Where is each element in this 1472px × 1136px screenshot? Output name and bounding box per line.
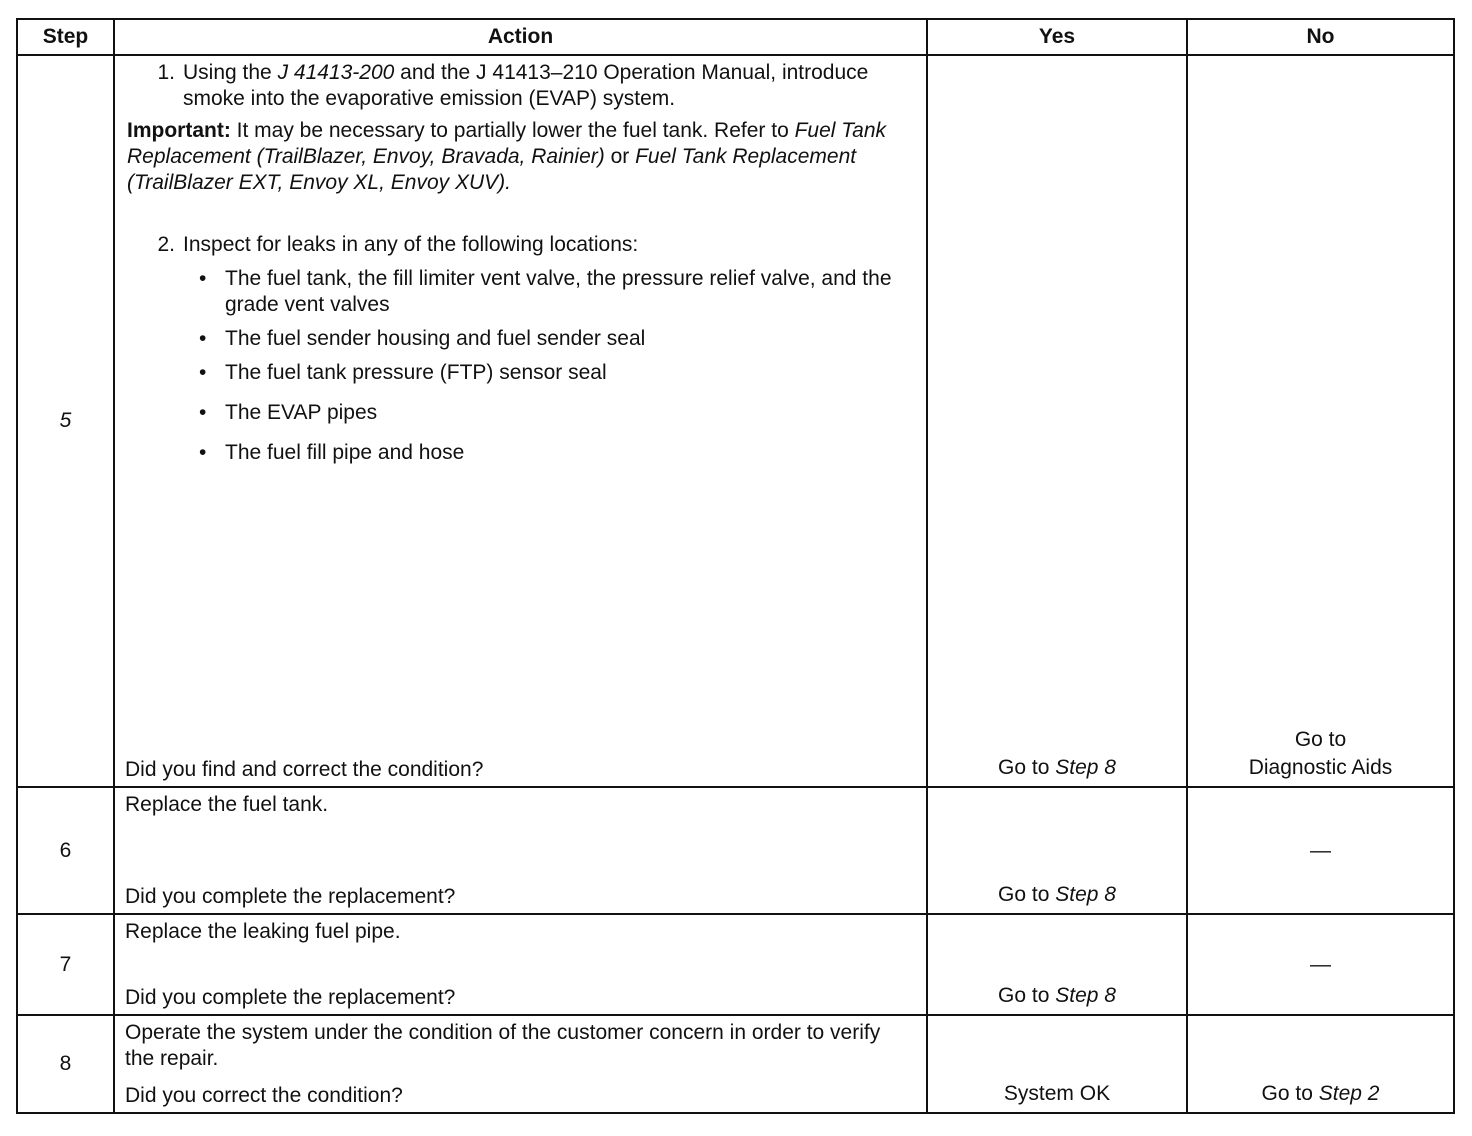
procedure-link[interactable]: Fuel Tank Replacement (TrailBlazer EXT, Envoy XL, Envoy XUV).	[127, 145, 857, 194]
question-text: Did you correct the condition?	[125, 1084, 403, 1107]
yes-cell: Go to Step 8	[927, 55, 1187, 787]
system-ok-text: System OK	[1003, 1082, 1111, 1105]
action-item-1: 1. Using the J 41413-200 and the J 41413–210 Operation Manual, introduce smoke into the evaporative emission (EVAP) system.	[157, 61, 869, 110]
table-row-step-6	[17, 787, 1454, 914]
question-text: Did you find and correct the condition?	[125, 758, 484, 781]
no-cell: Go to Step 2	[1187, 1015, 1454, 1113]
step-number: 6	[17, 787, 114, 914]
tool-reference: J 41413-200	[277, 61, 395, 84]
table-row-step-7	[17, 914, 1454, 1015]
header-row	[17, 19, 1454, 55]
list-item: • The fuel tank pressure (FTP) sensor seal	[199, 361, 607, 384]
action-cell: Replace the fuel tank. Did you complete the replacement?	[114, 787, 927, 914]
step-link[interactable]: Step 8	[1055, 984, 1116, 1007]
header-yes: Yes	[927, 19, 1187, 55]
header-step: Step	[17, 19, 114, 55]
header-action: Action	[114, 19, 927, 55]
question-text: Did you complete the replacement?	[125, 885, 456, 908]
action-item-2: 2. Inspect for leaks in any of the following locations:	[157, 233, 639, 256]
question-text: Did you complete the replacement?	[125, 986, 456, 1009]
no-cell	[1187, 787, 1454, 914]
no-cell: Go to Diagnostic Aids	[1187, 55, 1454, 787]
diagnostic-table	[16, 18, 1455, 1114]
step-link[interactable]: Step 2	[1318, 1082, 1380, 1105]
action-cell	[114, 55, 927, 787]
step-link[interactable]: Step 8	[1055, 883, 1116, 906]
header-no: No	[1187, 19, 1454, 55]
list-item: • The fuel tank, the fill limiter vent valve, the pressure relief valve, and the grade vent valves	[199, 267, 892, 316]
step-number: 8	[17, 1015, 114, 1113]
diagnostic-aids-link[interactable]: Diagnostic Aids	[1248, 756, 1393, 779]
yes-cell	[927, 1015, 1187, 1113]
step-number: 7	[17, 914, 114, 1015]
table-row-step-5	[17, 55, 1454, 787]
yes-cell: Go to Step 8	[927, 914, 1187, 1015]
procedure-link[interactable]: Fuel Tank Replacement (TrailBlazer, Envoy, Bravada, Rainier)	[127, 119, 887, 168]
important-note: Important: It may be necessary to partially lower the fuel tank. Refer to Fuel Tank Replacement (TrailBlazer, Envoy, Bravada, Rainier) or Fuel Tank Replacement (TrailBlazer EXT, Envoy XL, Envoy XUV).	[127, 119, 887, 194]
action-cell: Replace the leaking fuel pipe. Did you complete the replacement?	[114, 914, 927, 1015]
step-number: 5	[17, 55, 114, 787]
action-cell: Operate the system under the condition of the customer concern in order to verify the repair. Did you correct the condition?	[114, 1015, 927, 1113]
not-applicable-dash: —	[1310, 838, 1331, 862]
step-link[interactable]: Step 8	[1055, 756, 1116, 779]
list-item: • The fuel fill pipe and hose	[199, 441, 465, 464]
yes-cell: Go to Step 8	[927, 787, 1187, 914]
not-applicable-dash: —	[1310, 952, 1331, 976]
no-cell	[1187, 914, 1454, 1015]
table-row-step-8	[17, 1015, 1454, 1113]
list-item: • The EVAP pipes	[199, 401, 378, 424]
list-item: • The fuel sender housing and fuel sender seal	[199, 327, 646, 350]
